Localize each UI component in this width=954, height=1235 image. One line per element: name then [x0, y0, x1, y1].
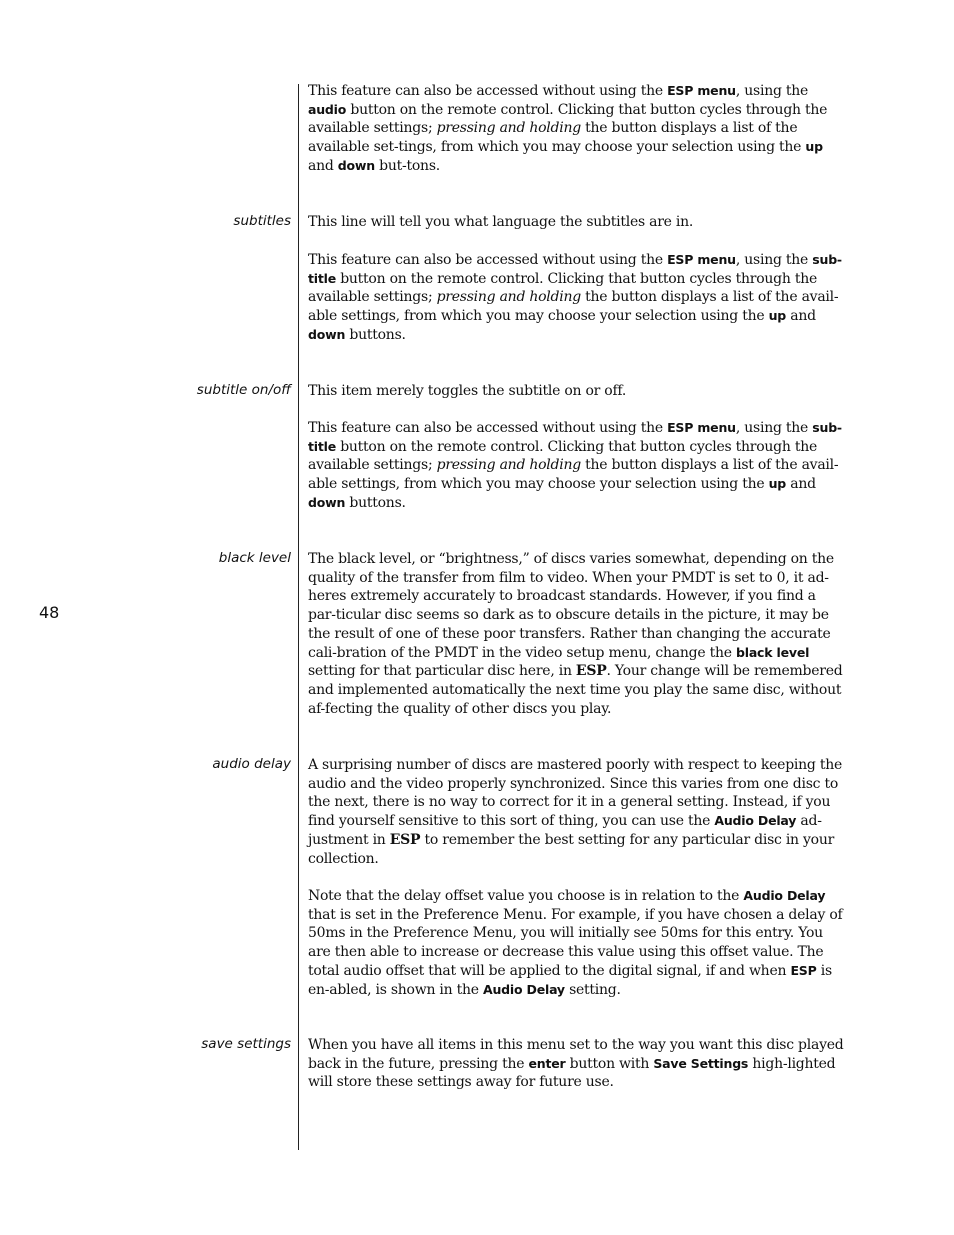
- paragraph-save-settings: When you have all items in this menu set to the way you want this disc played back in the future, pressing the enter button with Save Settings high-lighted will store these settings away for future use.: [308, 1037, 844, 1091]
- paragraph-audio-delay-note: Note that the delay offset value you choose is in relation to the Audio Delay that is set in the Preference Menu. For example, if you have chosen a delay of 50ms in the Preference Menu, you will initially see 50ms for this entry. You are then able to increase or decrease this value using this offset value. The total audio offset that will be applied to the digital signal, if and when ESP is en-abled, is shown in the Audio Delay setting.: [308, 888, 843, 998]
- paragraph-subtitle-onoff-access: This feature can also be accessed without using the ESP menu, using the sub-title button on the remote control. Clicking that button cycles through the available settings; pressing and holding the button displays a list of the avail-able settings, from which you may choose your selection using the up and down buttons.: [308, 420, 842, 511]
- paragraph-subtitles-access: This feature can also be accessed without using the ESP menu, using the sub-title button on the remote control. Clicking that button cycles through the available settings; pressing and holding the button displays a list of the avail-able settings, from which you may choose your selection using the up and down buttons.: [308, 252, 842, 343]
- label-audio-delay: audio delay: [212, 756, 291, 772]
- vertical-rule: [298, 84, 299, 1150]
- label-subtitles: subtitles: [233, 213, 291, 229]
- label-save-settings: save settings: [201, 1036, 291, 1052]
- paragraph-subtitles-intro: This line will tell you what language the subtitles are in.: [308, 214, 694, 230]
- paragraph-subtitle-onoff-intro: This item merely toggles the subtitle on or off.: [308, 383, 627, 399]
- label-subtitle-onoff: subtitle on/off: [196, 382, 291, 398]
- paragraph-black-level: The black level, or “brightness,” of discs varies somewhat, depending on the quality of the transfer from film to video. When your PMDT is set to 0, it ad-heres extremely accurately to broadcast standards. However, if you find a par-ticular disc seems so dark as to obscure details in the picture, it may be the result of one of these poor transfers. Rather than changing the accurate cali-bration of the PMDT in the video setup menu, change the black level setting for that particular disc here, in ESP. Your change will be remembered and implemented automatically the next time you play the same disc, without af-fecting the quality of other discs you play.: [308, 551, 843, 717]
- paragraph-audio-access: This feature can also be accessed without using the ESP menu, using the audio button on the remote control. Clicking that button cycles through the available settings; pressing and holding the button displays a list of the available set-tings, from which you may choose your selection using the up and down but-tons.: [308, 83, 828, 174]
- page-number: 48: [39, 603, 60, 622]
- label-black-level: black level: [218, 550, 291, 566]
- paragraph-audio-delay: A surprising number of discs are mastered poorly with respect to keeping the audio and the video properly synchronized. Since this varies from one disc to the next, there is no way to correct for it in a general setting. Instead, if you find yourself sensitive to this sort of thing, you can use the Audio Delay ad-justment in ESP to remember the best setting for any particular disc in your collection.: [308, 757, 842, 867]
